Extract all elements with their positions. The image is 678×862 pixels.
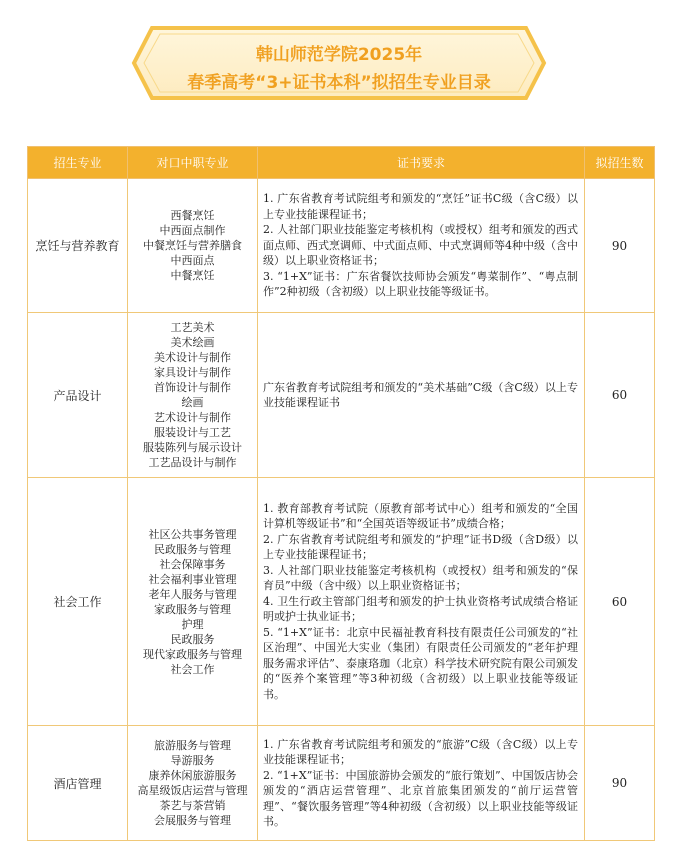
header-related: 对口中职专业 (128, 147, 258, 179)
related-item: 绘画 (181, 396, 204, 409)
related-item: 社区公共事务管理 (148, 527, 237, 541)
related-item: 工艺品设计与制作 (148, 456, 237, 469)
related-item: 中西面点 (170, 254, 215, 267)
requirement-item: 广东省教育考试院组考和颁发的“美术基础”C级（含C级）以上专业技能课程证书 (263, 380, 578, 409)
table-row (28, 313, 655, 478)
related-item: 旅游服务与管理 (154, 739, 231, 752)
requirement-item: 3. “1+X”证书：广东省餐饮技师协会颁发“粤菜制作”、“粤点制作”2种初级（含初级）以上职业技能等级证书。 (263, 269, 578, 299)
count-cell: 90 (585, 179, 655, 313)
related-item: 艺术设计与制作 (154, 411, 231, 424)
requirements-cell (258, 313, 585, 478)
related-cell (128, 179, 258, 313)
requirements-cell (258, 179, 585, 313)
related-item: 工艺美术 (170, 321, 215, 334)
requirement-item: 1. 广东省教育考试院组考和颁发的“旅游”C级（含C级）以上专业技能课程证书； (263, 737, 578, 766)
related-cell (128, 726, 258, 841)
title-banner (130, 20, 548, 106)
table-row (28, 179, 655, 313)
related-cell (128, 313, 258, 478)
related-item: 康养休闲旅游服务 (148, 769, 237, 782)
related-cell (128, 478, 258, 726)
related-item: 家政服务与管理 (154, 602, 231, 616)
banner-title-line1: 韩山师范学院2025年 (255, 45, 423, 65)
header-major: 招生专业 (28, 147, 128, 179)
related-item: 首饰设计与制作 (154, 381, 231, 394)
requirement-item: 2. 广东省教育考试院组考和颁发的“护理”证书D级（含D级）以上专业技能课程证书； (263, 532, 578, 562)
related-item: 美术设计与制作 (154, 351, 231, 364)
related-item: 社会工作 (170, 662, 215, 676)
related-item: 家具设计与制作 (154, 366, 231, 379)
requirement-item: 1. 广东省教育考试院组考和颁发的“烹饪”证书C级（含C级）以上专业技能课程证书； (263, 192, 578, 221)
table-header-row (28, 147, 655, 179)
requirement-item: 2. “1+X”证书：中国旅游协会颁发的“旅行策划”、中国饭店协会颁发的“酒店运营管理”、北京首旅集团颁发的“前厅运营管理”、“餐饮服务管理”等4种初级（含初级）以上职业技能等级证书。 (263, 768, 578, 828)
requirements-cell (258, 726, 585, 841)
count-cell: 60 (585, 478, 655, 726)
related-item: 老年人服务与管理 (148, 587, 237, 601)
related-item: 高星级饭店运营与管理 (137, 784, 248, 797)
related-item: 会展服务与管理 (154, 814, 231, 827)
related-item: 民政服务与管理 (154, 542, 231, 556)
related-item: 茶艺与茶营销 (159, 799, 226, 812)
table-row (28, 726, 655, 841)
related-item: 美术绘画 (170, 336, 215, 349)
related-item: 中西面点制作 (159, 224, 226, 237)
requirement-item: 5. “1+X”证书：北京中民福祉教育科技有限责任公司颁发的“社区治理”、中国光大实业（集团）有限责任公司颁发的“老年护理服务需求评估”、泰康珞珈（北京）科学技术研究院有限公司颁发的“医养个案管理”等3种初级（含初级）以上职业技能等级证书。 (263, 625, 578, 701)
related-item: 社会保障事务 (159, 557, 226, 571)
major-cell: 酒店管理 (28, 726, 128, 841)
major-cell: 烹饪与营养教育 (28, 179, 128, 313)
related-item: 中餐烹饪 (170, 269, 215, 282)
related-item: 现代家政服务与管理 (143, 647, 242, 661)
related-item: 服装设计与工艺 (154, 426, 231, 439)
requirement-item: 3. 人社部门职业技能鉴定考核机构（或授权）组考和颁发的“保育员”中级（含中级）以上职业资格证书； (263, 563, 578, 593)
requirements-cell (258, 478, 585, 726)
program-table (27, 146, 655, 841)
major-cell: 产品设计 (28, 313, 128, 478)
related-item: 西餐烹饪 (170, 209, 215, 222)
related-item: 社会福利事业管理 (148, 572, 237, 586)
requirement-item: 2. 人社部门职业技能鉴定考核机构（或授权）组考和颁发的西式面点师、西式烹调师、中式面点师、中式烹调师等4种中级（含中级）以上职业资格证书； (263, 223, 578, 268)
table-row (28, 478, 655, 726)
count-cell: 60 (585, 313, 655, 478)
banner-title-line2: 春季高考“3+证书本科”拟招生专业目录 (187, 73, 491, 93)
header-requirements: 证书要求 (258, 147, 585, 179)
header-count: 拟招生数 (585, 147, 655, 179)
count-cell: 90 (585, 726, 655, 841)
requirement-item: 4. 卫生行政主管部门组考和颁发的护士执业资格考试成绩合格证明或护士执业证书； (263, 594, 578, 624)
related-item: 中餐烹饪与营养膳食 (143, 239, 242, 252)
related-item: 服装陈列与展示设计 (143, 441, 242, 454)
related-item: 民政服务 (170, 632, 215, 646)
requirement-item: 1. 教育部教育考试院（原教育部考试中心）组考和颁发的“全国计算机等级证书”和“全国英语等级证书”成绩合格； (263, 501, 578, 531)
related-item: 护理 (181, 617, 204, 631)
related-item: 导游服务 (170, 754, 215, 767)
major-cell: 社会工作 (28, 478, 128, 726)
